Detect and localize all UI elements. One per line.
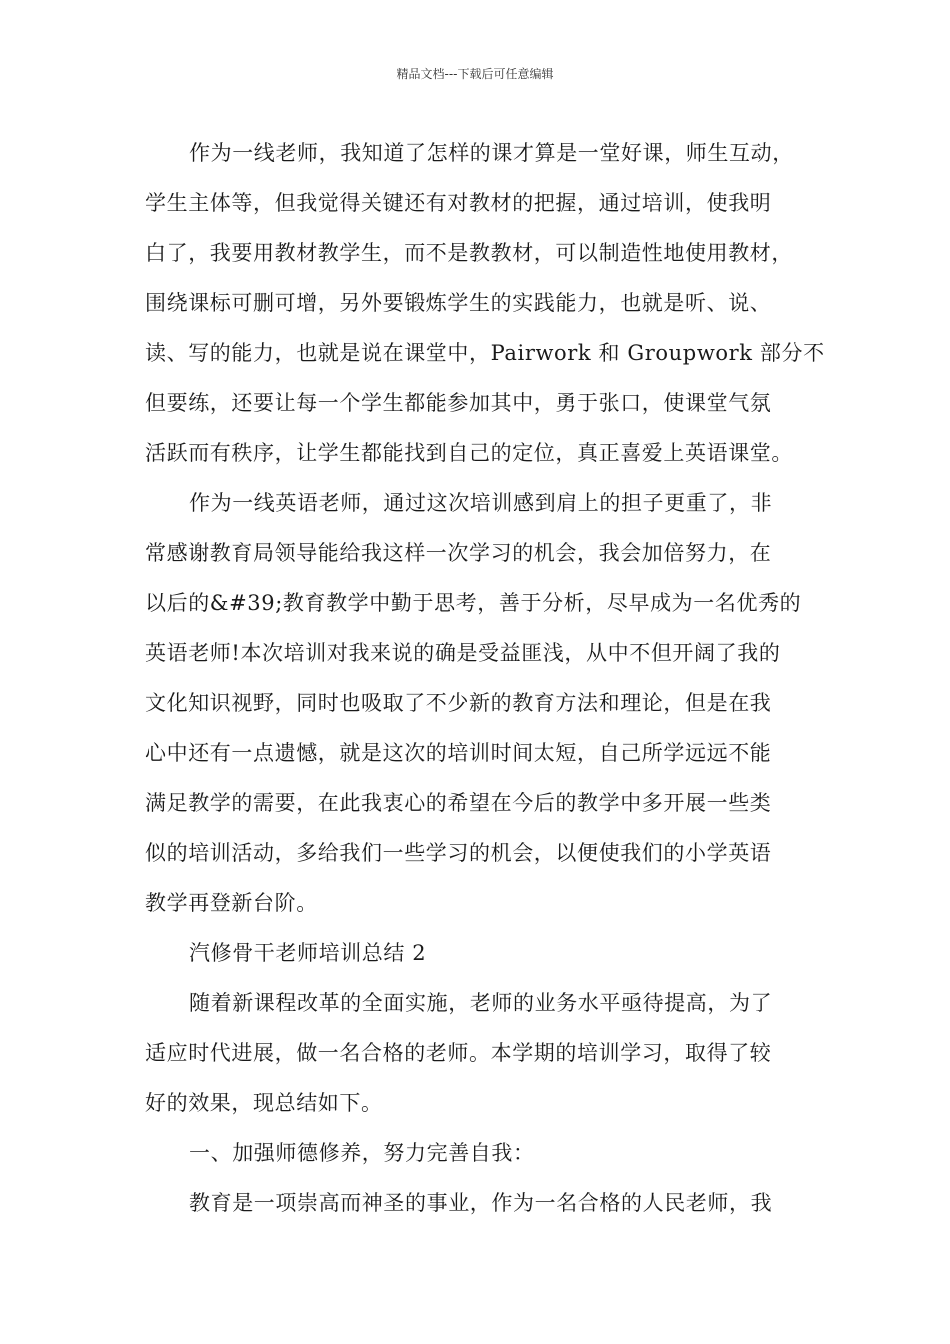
text-line: 文化知识视野，同时也吸取了不少新的教育方法和理论，但是在我 <box>145 691 772 715</box>
text-line: 作为一线英语老师，通过这次培训感到肩上的担子更重了，非 <box>189 491 773 515</box>
text-line: 学生主体等，但我觉得关键还有对教材的把握，通过培训，使我明 <box>145 191 772 215</box>
text-line: 白了，我要用教材教学生，而不是教教材，可以制造性地使用教材， <box>145 241 793 265</box>
text-line: 教学再登新台阶。 <box>145 891 318 915</box>
text-line: 适应时代进展，做一名合格的老师。本学期的培训学习，取得了较 <box>145 1041 772 1065</box>
text-line: 围绕课标可删可增，另外要锻炼学生的实践能力，也就是听、说、 <box>145 291 772 315</box>
text-line: 好的效果，现总结如下。 <box>145 1091 383 1115</box>
text-line: 读、写的能力，也就是说在课堂中，Pairwork 和 Groupwork 部分不 <box>145 341 825 365</box>
text-line: 教育是一项崇高而神圣的事业，作为一名合格的人民老师，我 <box>189 1191 773 1215</box>
text-line: 活跃而有秩序，让学生都能找到自己的定位，真正喜爱上英语课堂。 <box>145 441 793 465</box>
text-line: 常感谢教育局领导能给我这样一次学习的机会，我会加倍努力，在 <box>145 541 772 565</box>
page-header: 精品文档---下载后可任意编辑 <box>396 67 554 81</box>
text-line: 随着新课程改革的全面实施，老师的业务水平亟待提高，为了 <box>189 991 773 1015</box>
text-line: 以后的&#39;教育教学中勤于思考，善于分析，尽早成为一名优秀的 <box>145 591 802 615</box>
subsection-heading: 一、加强师德修养，努力完善自我： <box>189 1141 535 1165</box>
section-heading: 汽修骨干老师培训总结 2 <box>189 941 427 965</box>
text-line: 但要练，还要让每一个学生都能参加其中，勇于张口，使课堂气氛 <box>145 391 772 415</box>
text-line: 英语老师!本次培训对我来说的确是受益匪浅，从中不但开阔了我的 <box>145 641 781 665</box>
document-body <box>145 128 825 1228</box>
text-line: 似的培训活动，多给我们一些学习的机会，以便使我们的小学英语 <box>145 841 772 865</box>
text-line: 心中还有一点遗憾，就是这次的培训时间太短，自己所学远远不能 <box>145 741 772 765</box>
text-line: 作为一线老师，我知道了怎样的课才算是一堂好课，师生互动， <box>189 141 794 165</box>
text-line: 满足教学的需要，在此我衷心的希望在今后的教学中多开展一些类 <box>145 791 772 815</box>
